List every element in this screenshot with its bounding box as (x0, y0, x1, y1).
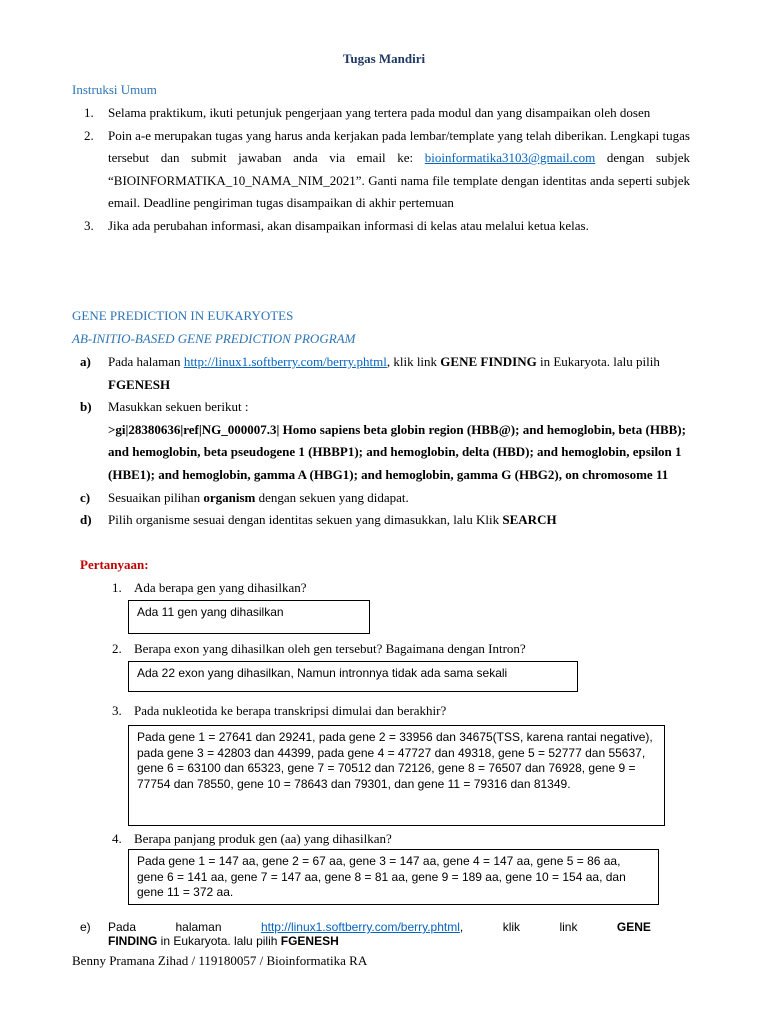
instruksi-heading: Instruksi Umum (72, 82, 157, 97)
instruksi-text: Poin a-e merupakan tugas yang harus anda kerjakan pada lembar/template yang telah diberikan. Lengkapi tugas tersebut dan submit jawaban anda via email ke: bioinformatika3103@gmail.com dengan subjek “BIOINFORMATIKA_10_NAMA_NIM_2021”. Ganti nama file template dengan identitas anda seperti subjek email. Deadline pengiriman tugas disampaikan di akhir pertemuan (108, 127, 690, 211)
question-2: 2. Berapa exon yang dihasilkan oleh gen tersebut? Bagaimana dengan Intron? (112, 641, 526, 656)
sequence-header: >gi|28380636|ref|NG_000007.3| Homo sapiens beta globin region (HBB@); and hemoglobin, beta (HBB); and hemoglobin, beta pseudogene 1 (HBBP1); and hemoglobin, delta (HBD); and hemoglobin, epsilon 1 (HBE1); and hemoglobin, gamma A (HBG1); and hemoglobin, gamma G (HBG2), on chromosome 11 (108, 421, 686, 482)
question-1: 1. Ada berapa gen yang dihasilkan? (112, 580, 307, 595)
email-link[interactable]: bioinformatika3103@gmail.com (424, 150, 596, 166)
page-title: Tugas Mandiri (342, 51, 426, 66)
list-item: 2. Poin a-e merupakan tugas yang harus anda kerjakan pada lembar/template yang telah diberikan. Lengkapi tugas tersebut dan submit jawaban anda via email ke: bioinformatika3103@gmail.com dengan subjek “BIOINFORMATIKA_10_NAMA_NIM_2021”. Ganti nama file template dengan identitas anda seperti subjek email. Deadline pengiriman tugas disampaikan di akhir pertemuan (72, 125, 690, 215)
section-heading: GENE PREDICTION IN EUKARYOTES (72, 308, 294, 323)
list-item: 3. Jika ada perubahan informasi, akan disampaikan informasi di kelas atau melalui ketua kelas. (72, 215, 690, 238)
list-item: 1. Selama praktikum, ikuti petunjuk pengerjaan yang tertera pada modul dan yang disampaikan oleh dosen (72, 102, 690, 125)
instruksi-text: Jika ada perubahan informasi, akan disampaikan informasi di kelas atau melalui ketua kelas. (108, 217, 589, 233)
step-d: d) Pilih organisme sesuai dengan identitas sekuen yang dimasukkan, lalu Klik SEARCH (80, 512, 557, 528)
softberry-link-e[interactable]: http://linux1.softberry.com/berry.phtml (260, 920, 460, 934)
pertanyaan-heading: Pertanyaan: (80, 557, 149, 572)
answer-box-2: Ada 22 exon yang dihasilkan, Namun intronnya tidak ada sama sekali (128, 661, 578, 692)
step-b: b) Masukkan sekuen berikut : >gi|28380636|ref|NG_000007.3| Homo sapiens beta globin region (HBB@); and hemoglobin, beta (HBB); and hemoglobin, beta pseudogene 1 (HBBP1); and hemoglobin, delta (HBD); and hemoglobin, epsilon 1 (HBE1); and hemoglobin, gamma A (HBG1); and hemoglobin, gamma G (HBG2), on chromosome 11 (80, 399, 686, 482)
step-a: a) Pada halaman http://linux1.softberry.com/berry.phtml, klik link GENE FINDING in Eukaryota. lalu pilih FGENESH (80, 354, 660, 392)
step-c: c) Sesuaikan pilihan organism dengan sekuen yang didapat. (80, 489, 409, 505)
answer-box-3: Pada gene 1 = 27641 dan 29241, pada gene 2 = 33956 dan 34675(TSS, karena rantai negative), pada gene 3 = 42803 dan 44399, pada gene 4 = 47727 dan 49318, gene 5 = 52777 dan 55637, gene 6 = 63100 dan 65323, gene 7 = 70512 dan 72126, gene 8 = 76507 dan 76928, gene 9 = 77754 dan 78550, gene 10 = 78643 dan 79301, dan gene 11 = 79316 dan 81349. (128, 725, 665, 826)
steps-list (80, 351, 690, 532)
answer-box-4: Pada gene 1 = 147 aa, gene 2 = 67 aa, gene 3 = 147 aa, gene 4 = 147 aa, gene 5 = 86 aa, gene 6 = 141 aa, gene 7 = 147 aa, gene 8 = 81 aa, gene 9 = 189 aa, gene 10 = 154 aa, dan gene 11 = 372 aa. (128, 849, 659, 905)
sub-heading: AB-INITIO-BASED GENE PREDICTION PROGRAM (72, 331, 356, 346)
question-3: 3. Pada nukleotida ke berapa transkripsi dimulai dan berakhir? (112, 703, 447, 718)
footer: Benny Pramana Zihad / 119180057 / Bioinformatika RA (72, 953, 368, 968)
step-e: e) Pada halaman http://linux1.softberry.com/berry.phtml, klik link GENE FINDING in Eukaryota. lalu pilih FGENESH (80, 920, 651, 948)
instruksi-list (72, 102, 690, 238)
instruksi-text: Selama praktikum, ikuti petunjuk pengerjaan yang tertera pada modul dan yang disampaikan oleh dosen (108, 105, 651, 120)
answer-box-1: Ada 11 gen yang dihasilkan (128, 600, 370, 634)
softberry-link[interactable]: http://linux1.softberry.com/berry.phtml (183, 354, 387, 369)
question-4: 4. Berapa panjang produk gen (aa) yang dihasilkan? (112, 831, 392, 846)
